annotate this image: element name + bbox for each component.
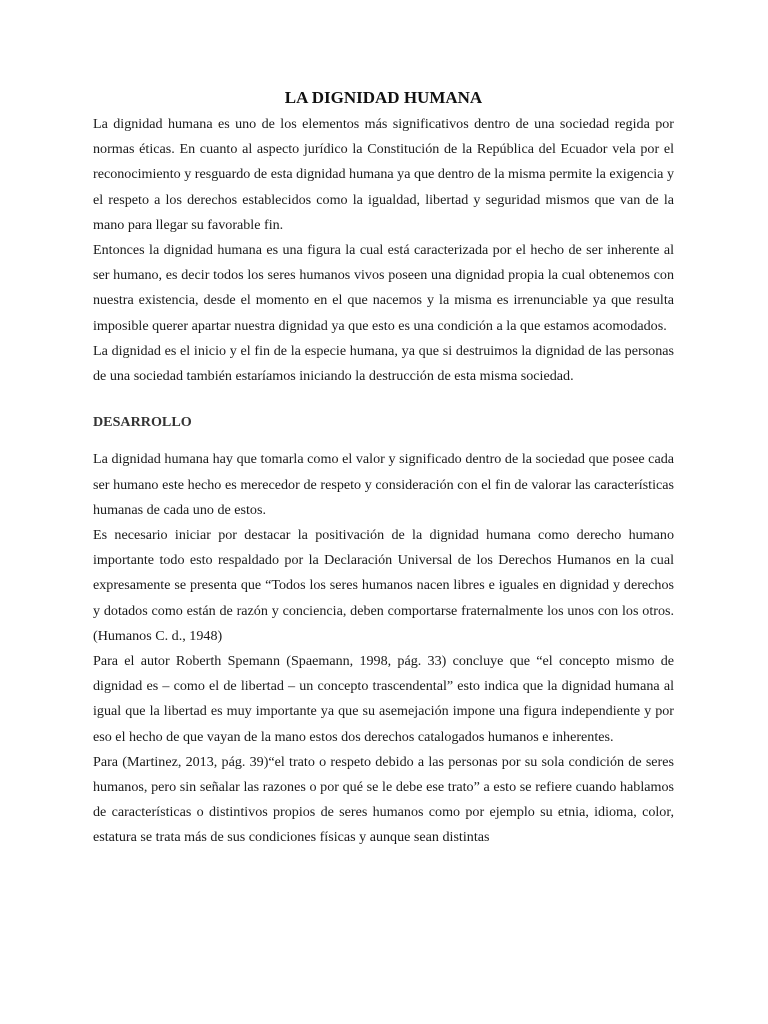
intro-paragraph-1: La dignidad humana es uno de los elementos más significativos dentro de una sociedad regida por normas éticas. En cuanto al aspecto jurídico la Constitución de la República del Ecuador vela por el reconocimiento y resguardo de esta dignidad humana ya que dentro de la misma permite la exigencia y el respeto a los derechos establecidos como la igualdad, libertad y seguridad mismos que van de la mano para llegar su favorable fin. xyxy=(93,116,674,233)
section-paragraph-4: Para (Martinez, 2013, pág. 39)“el trato o respeto debido a las personas por su sola condición de seres humanos, pero sin señalar las razones o por qué se le debe ese trato” a esto se refiere cuando hablamos de características o distintivos propios de seres humanos como por ejemplo su etnia, idioma, color, estatura se trata más de sus condiciones físicas y aunque sean distintas xyxy=(93,753,674,846)
document-page xyxy=(93,86,674,851)
section-paragraph-2: Es necesario iniciar por destacar la positivación de la dignidad humana como derecho humano importante todo esto respaldado por la Declaración Universal de los Derechos Humanos en la cual expresamente se presenta que “Todos los seres humanos nacen libres e iguales en dignidad y derechos y dotados como están de razón y conciencia, deben comportarse fraternalmente los unos con los otros. (Humanos C. d., 1948) xyxy=(93,527,674,644)
section-paragraph-3: Para el autor Roberth Spemann (Spaemann, 1998, pág. 33) concluye que “el concepto mismo de dignidad es – como el de libertad – un concepto trascendental” esto indica que la dignidad humana al igual que la libertad es muy importante ya que su asemejación impone una figura independiente y por eso el hecho de que vayan de la mano estos dos derechos catalogados humanos e inherentes. xyxy=(93,653,674,745)
section-paragraph-1: La dignidad humana hay que tomarla como el valor y significado dentro de la sociedad que posee cada ser humano este hecho es merecedor de respeto y consideración con el fin de valorar las características humanas de cada uno de estos. xyxy=(93,451,674,518)
intro-paragraph-2: Entonces la dignidad humana es una figura la cual está caracterizada por el hecho de ser inherente al ser humano, es decir todos los seres humanos vivos poseen una dignidad propia la cual obtenemos con nuestra existencia, desde el momento en el que nacemos y la misma es irrenunciable ya que resulta imposible querer apartar nuestra dignidad ya que esto es una condición a la que estamos acomodados. xyxy=(93,242,674,334)
document-title: LA DIGNIDAD HUMANA xyxy=(284,88,483,107)
intro-paragraph-3: La dignidad es el inicio y el fin de la especie humana, ya que si destruimos la dignidad de las personas de una sociedad también estaríamos iniciando la destrucción de esta misma sociedad. xyxy=(93,342,674,385)
section-heading: DESARROLLO xyxy=(93,414,192,431)
